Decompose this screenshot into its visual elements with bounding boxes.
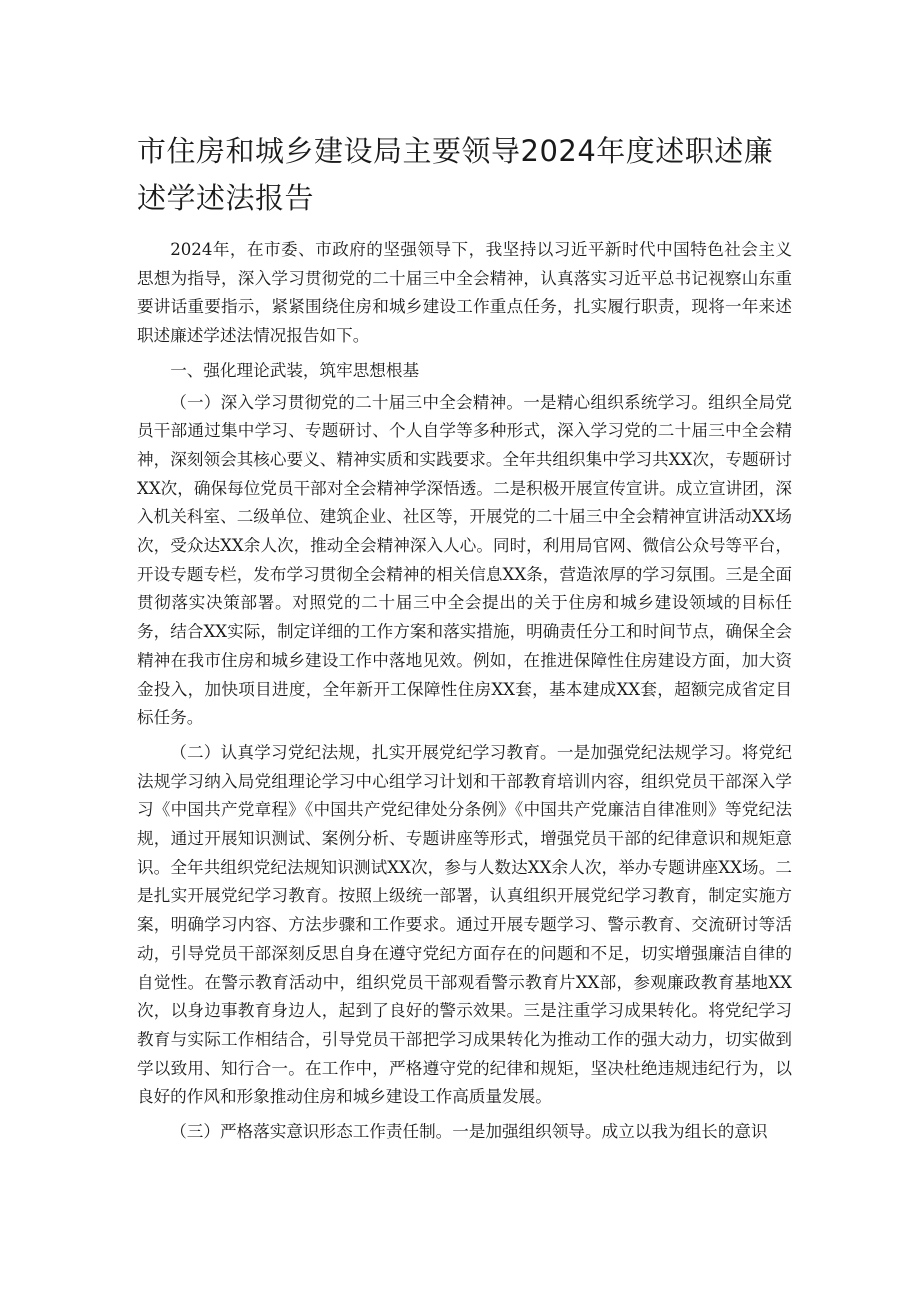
document-body xyxy=(137,236,792,1147)
intro-paragraph: 2024年，在市委、市政府的坚强领导下，我坚持以习近平新时代中国特色社会主义思想为指导，深入学习贯彻党的二十届三中全会精神，认真落实习近平总书记视察山东重要讲话重要指示，紧紧围绕住房和城乡建设工作重点任务，扎实履行职责，现将一年来述职述廉述学述法情况报告如下。 xyxy=(137,240,792,346)
document-title: 市住房和城乡建设局主要领导2024年度述职述廉述学述法报告 xyxy=(137,134,774,215)
body-paragraph: （一）深入学习贯彻党的二十届三中全会精神。一是精心组织系统学习。组织全局党员干部通过集中学习、专题研讨、个人自学等多种形式，深入学习党的二十届三中全会精神，深刻领会其核心要义、精神实质和实践要求。全年共组织集中学习共XX次，专题研讨XX次，确保每位党员干部对全会精神学深悟透。二是积极开展宣传宣讲。成立宣讲团，深入机关科室、二级单位、建筑企业、社区等，开展党的二十届三中全会精神宣讲活动XX场次，受众达XX余人次，推动全会精神深入人心。同时，利用局官网、微信公众号等平台，开设专题专栏，发布学习贯彻全会精神的相关信息XX条，营造浓厚的学习氛围。三是全面贯彻落实决策部署。对照党的二十届三中全会提出的关于住房和城乡建设领域的目标任务，结合XX实际，制定详细的工作方案和落实措施，明确责任分工和时间节点，确保全会精神在我市住房和城乡建设工作中落地见效。例如，在推进保障性住房建设方面，加大资金投入，加快项目进度，全年新开工保障性住房XX套，基本建成XX套，超额完成省定目标任务。 xyxy=(137,392,792,728)
body-paragraph: （三）严格落实意识形态工作责任制。一是加强组织领导。成立以我为组长的意识 xyxy=(170,1122,768,1142)
section-heading: 一、强化理论武装，筑牢思想根基 xyxy=(170,360,420,380)
body-paragraph: （二）认真学习党纪法规，扎实开展党纪学习教育。一是加强党纪法规学习。将党纪法规学习纳入局党组理论学习中心组学习计划和干部教育培训内容，组织党员干部深入学习《中国共产党章程》《中国共产党纪律处分条例》《中国共产党廉洁自律准则》等党纪法规，通过开展知识测试、案例分析、专题讲座等形式，增强党员干部的纪律意识和规矩意识。全年共组织党纪法规知识测试XX次，参与人数达XX余人次，举办专题讲座XX场。二是扎实开展党纪学习教育。按照上级统一部署，认真组织开展党纪学习教育，制定实施方案，明确学习内容、方法步骤和工作要求。通过开展专题学习、警示教育、交流研讨等活动，引导党员干部深刻反思自身在遵守党纪方面存在的问题和不足，切实增强廉洁自律的自觉性。在警示教育活动中，组织党员干部观看警示教育片XX部，参观廉政教育基地XX次，以身边事教育身边人，起到了良好的警示效果。三是注重学习成果转化。将党纪学习教育与实际工作相结合，引导党员干部把学习成果转化为推动工作的强大动力，切实做到学以致用、知行合一。在工作中，严格遵守党的纪律和规矩，坚决杜绝违规违纪行为，以良好的作风和形象推动住房和城乡建设工作高质量发展。 xyxy=(137,742,792,1107)
